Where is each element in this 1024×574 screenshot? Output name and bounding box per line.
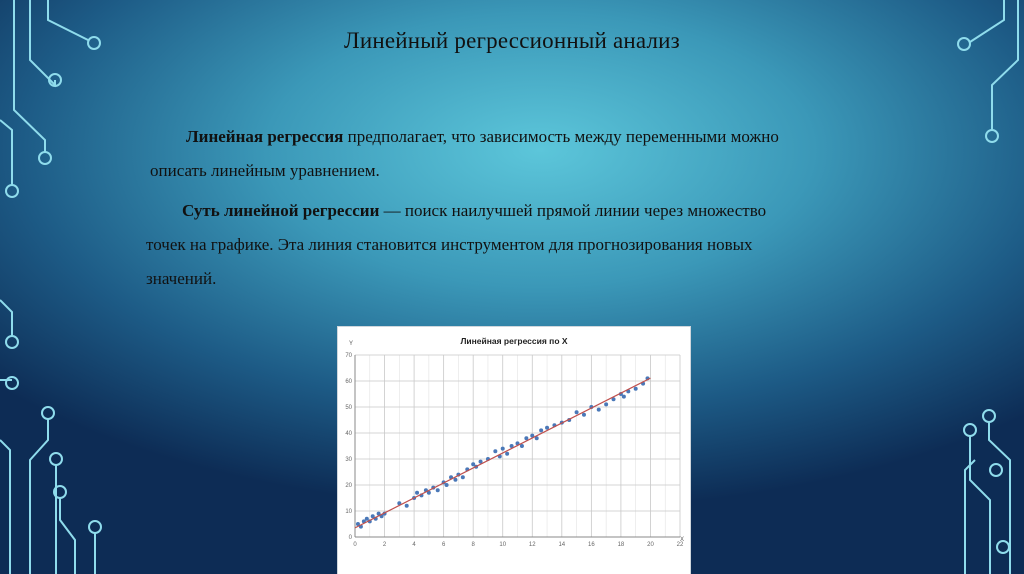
data-point [405, 504, 409, 508]
data-point [505, 452, 509, 456]
data-point [436, 488, 440, 492]
x-tick-label: 4 [412, 542, 416, 548]
paragraph-essence [146, 194, 866, 296]
data-point [493, 449, 497, 453]
data-point [582, 413, 586, 417]
x-tick-label: 18 [617, 542, 625, 548]
data-point [597, 408, 601, 412]
y-tick-label: 10 [345, 509, 352, 515]
chart-title: Линейная регрессия по X [460, 336, 568, 346]
y-axis-label: Y [349, 341, 354, 347]
x-tick-label: 8 [471, 542, 475, 548]
y-tick-label: 50 [345, 405, 352, 411]
y-tick-label: 30 [345, 457, 352, 463]
x-tick-label: 0 [353, 542, 357, 548]
data-point [415, 491, 419, 495]
regression-chart [338, 327, 690, 574]
x-tick-label: 6 [441, 542, 446, 548]
slide-title: Линейный регрессионный анализ [344, 28, 680, 53]
x-tick-label: 12 [528, 542, 536, 548]
y-tick-label: 70 [345, 353, 352, 359]
y-tick-label: 20 [345, 483, 352, 489]
chart-svg [338, 327, 690, 574]
paragraph1-term: Линейная регрессия [186, 127, 344, 146]
paragraph2-line1: — поиск наилучшей прямой линии через множество [379, 201, 767, 220]
data-point [453, 478, 457, 482]
data-point [575, 410, 579, 414]
paragraph2-line3: значений. [146, 269, 217, 288]
circuit-left-middle [0, 300, 18, 389]
circuit-top-right [958, 0, 1018, 142]
x-axis-label: X [680, 537, 685, 543]
data-point [539, 428, 543, 432]
x-tick-label: 14 [558, 542, 566, 548]
circuit-bottom-right [964, 410, 1010, 574]
data-point [604, 402, 608, 406]
data-point [461, 475, 465, 479]
paragraph2-term: Суть линейной регрессии [182, 201, 380, 220]
x-tick-label: 16 [588, 542, 595, 548]
paragraph2-line2: точек на графике. Эта линия становится инструментом для прогнозирования новых [146, 235, 753, 254]
y-tick-label: 0 [348, 535, 352, 541]
data-point [634, 387, 638, 391]
x-tick-label: 10 [499, 542, 507, 548]
circuit-bottom-left [0, 407, 101, 574]
x-tick-label: 2 [382, 542, 387, 548]
x-tick-label: 20 [647, 542, 654, 548]
paragraph1-line1: предполагает, что зависимость между переменными можно [343, 127, 779, 146]
y-tick-label: 60 [345, 379, 352, 385]
paragraph1-line2: описать линейным уравнением. [150, 161, 380, 180]
data-point [524, 436, 528, 440]
data-point [501, 447, 505, 451]
data-point [445, 483, 449, 487]
y-tick-label: 40 [345, 431, 352, 437]
x-tick-label: 22 [676, 542, 684, 548]
chart-ticks [345, 353, 684, 548]
paragraph-linear-regression [150, 120, 870, 188]
data-point [622, 395, 626, 399]
